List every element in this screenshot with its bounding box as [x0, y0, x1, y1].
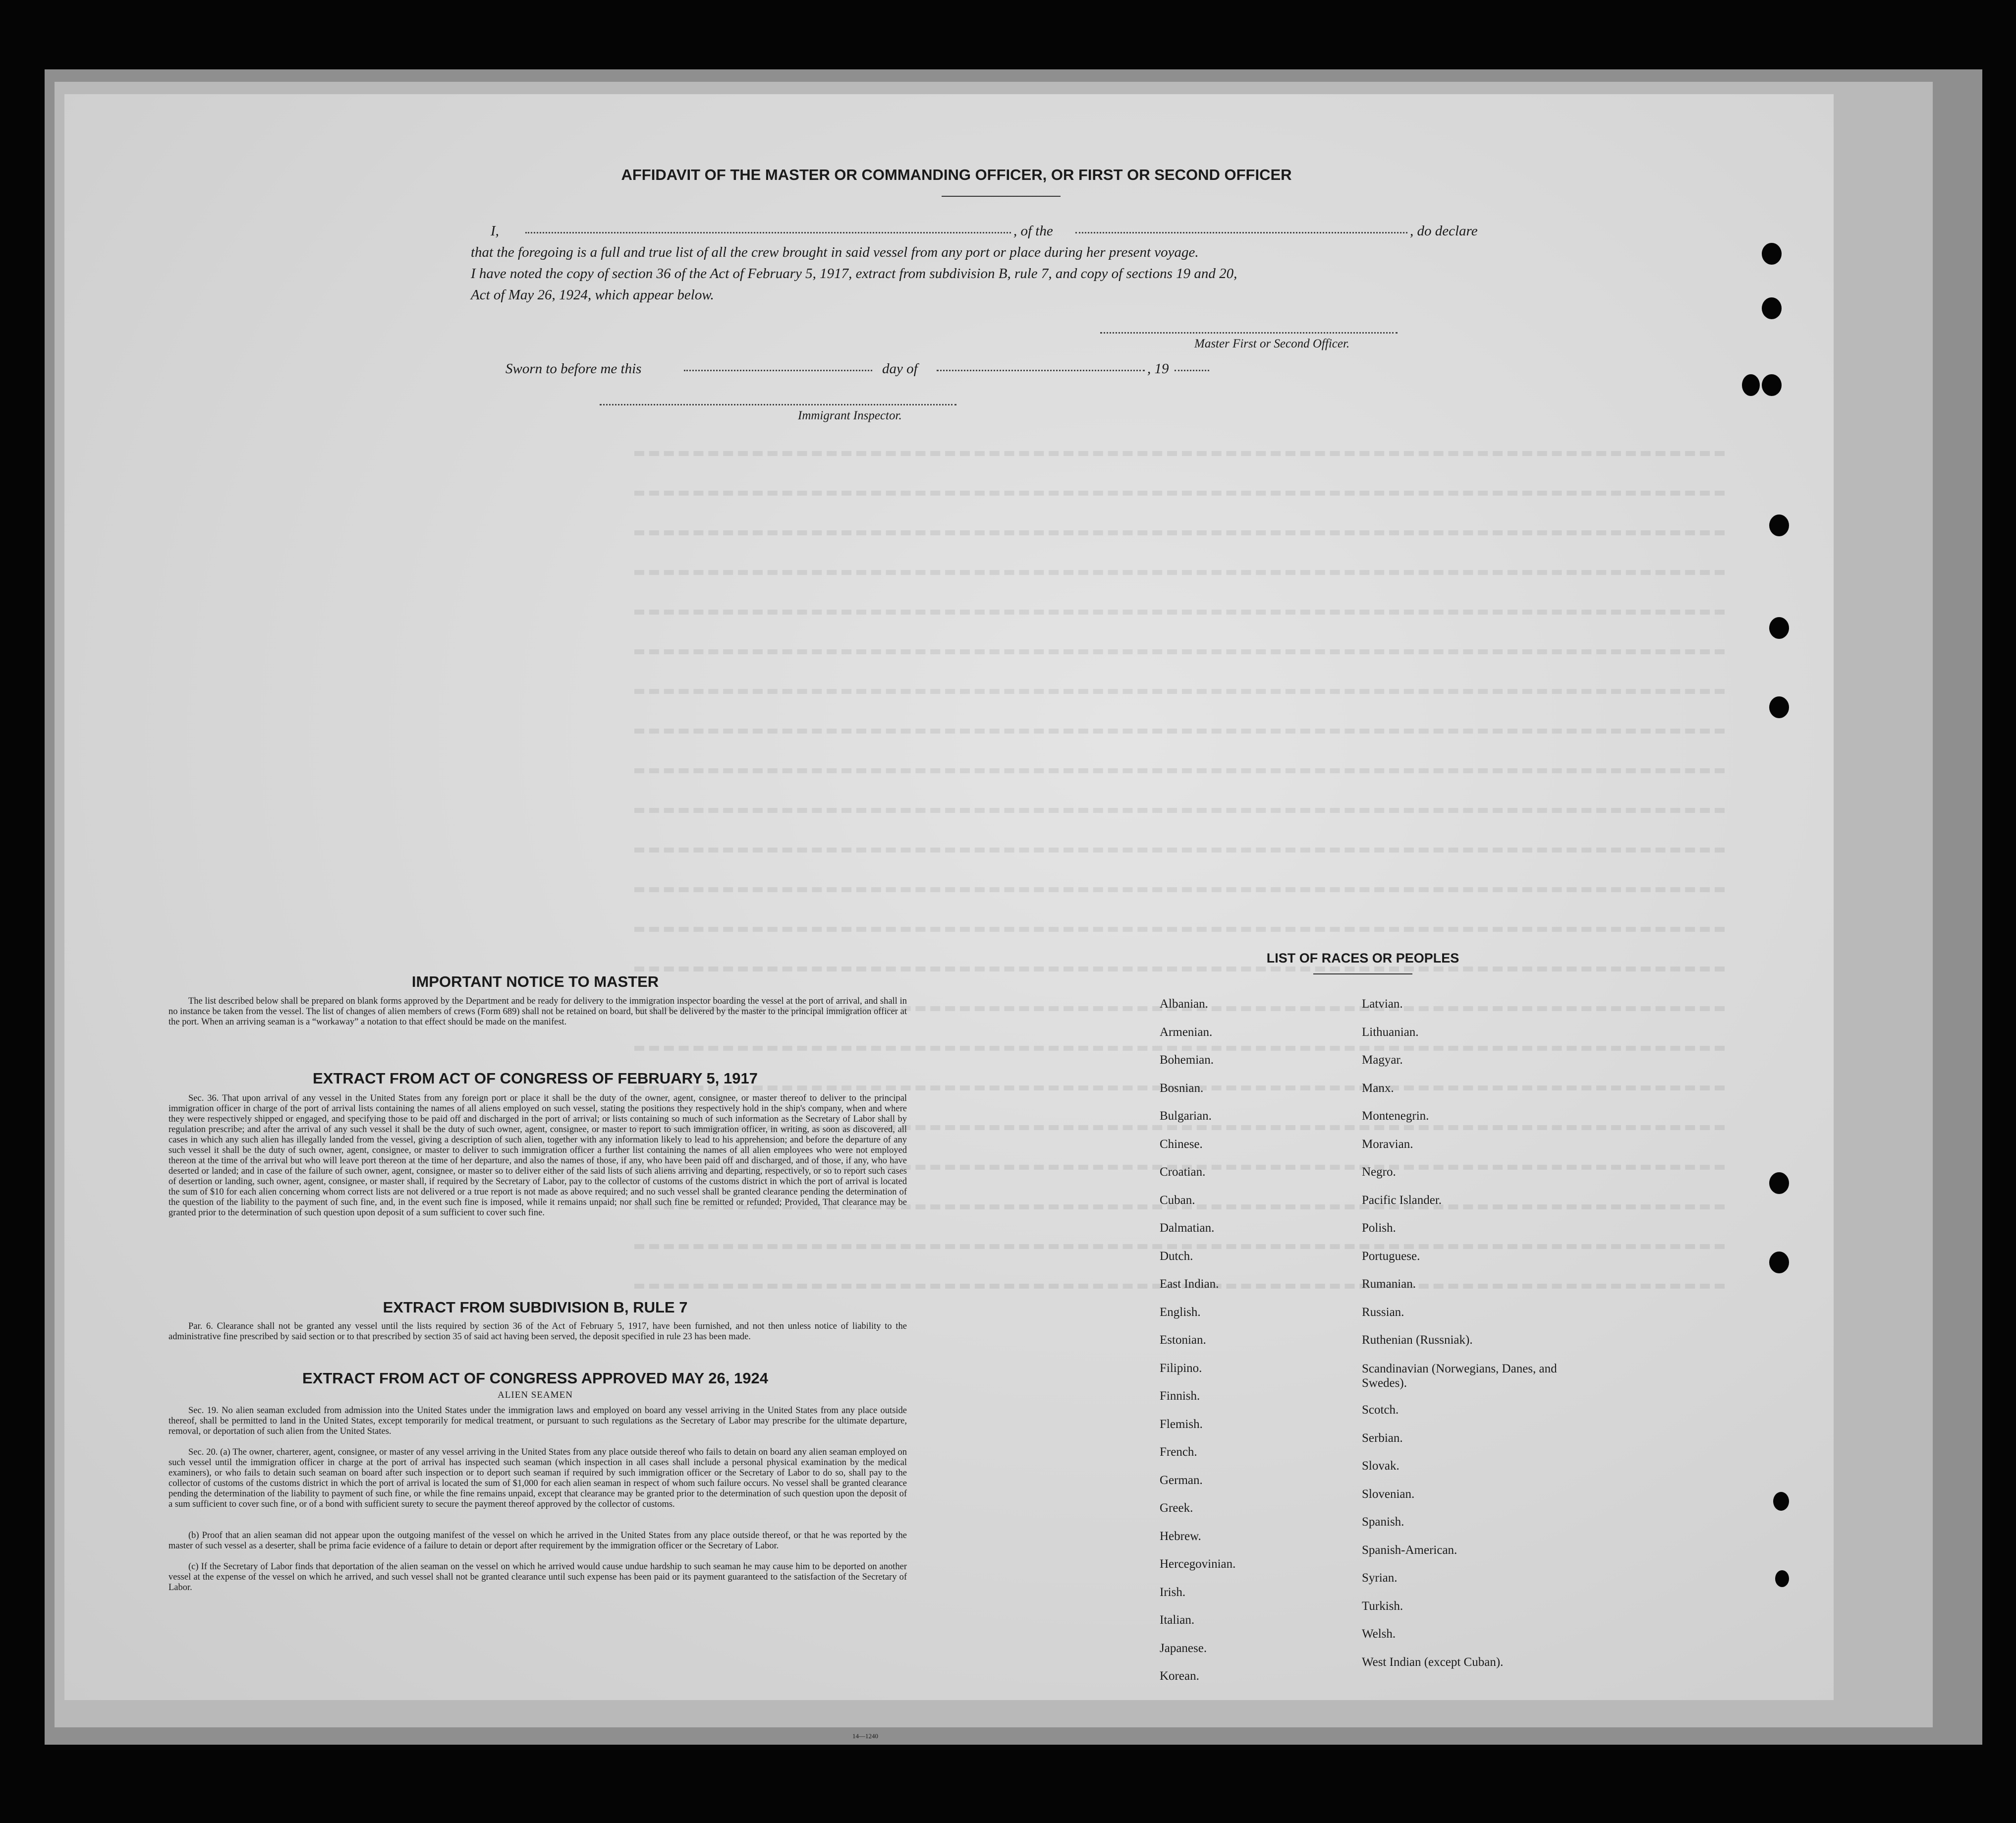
affidavit-line-4: Act of May 26, 1924, which appear below. — [471, 287, 714, 303]
extract-1924-title: EXTRACT FROM ACT OF CONGRESS APPROVED MAY 26, 1924 — [302, 1369, 768, 1387]
extract-rule7-text: Par. 6. Clearance shall not be granted any vessel until the lists required by section 36 of the Act of February 5, 1917, have been furnished, and not then unless notice of liability to the administrative fine prescribed by said section or to that prescribed by section 35 of said act having been served, the deposit specified in rule 23 has been made. — [168, 1321, 907, 1342]
race-item: Bosnian. — [1160, 1081, 1204, 1095]
master-name-field[interactable] — [525, 232, 1011, 233]
inspector-label: Immigrant Inspector. — [798, 409, 902, 422]
punch-hole — [1773, 1492, 1789, 1511]
bleed-through-row — [634, 768, 1725, 784]
race-item: Scotch. — [1362, 1403, 1399, 1417]
race-item: Ruthenian (Russniak). — [1362, 1333, 1473, 1347]
race-item: Slovenian. — [1362, 1487, 1415, 1501]
race-item: Estonian. — [1160, 1333, 1206, 1347]
bleed-through-row — [634, 927, 1725, 943]
race-item: Magyar. — [1362, 1053, 1403, 1067]
race-item: Italian. — [1160, 1613, 1195, 1627]
notice-title: IMPORTANT NOTICE TO MASTER — [411, 973, 659, 990]
race-item: Serbian. — [1362, 1431, 1403, 1445]
race-item: Finnish. — [1160, 1389, 1200, 1403]
affidavit-title: AFFIDAVIT OF THE MASTER OR COMMANDING OFFICER, OR FIRST OR SECOND OFFICER — [621, 166, 1292, 183]
race-item: Flemish. — [1160, 1417, 1203, 1431]
bleed-through-row — [634, 848, 1725, 863]
race-item: Negro. — [1362, 1165, 1396, 1179]
race-item: Irish. — [1160, 1585, 1186, 1599]
race-item: Pacific Islander. — [1362, 1193, 1442, 1207]
race-item: Armenian. — [1160, 1025, 1213, 1039]
officer-signature-field[interactable] — [1100, 332, 1398, 334]
race-item: Korean. — [1160, 1669, 1199, 1683]
race-item: Latvian. — [1362, 997, 1403, 1011]
sworn-date-field[interactable] — [684, 370, 872, 371]
punch-hole — [1769, 1172, 1789, 1194]
extract-1917-title: EXTRACT FROM ACT OF CONGRESS OF FEBRUARY 5, 1917 — [313, 1070, 758, 1087]
races-title: LIST OF RACES OR PEOPLES — [1266, 951, 1459, 966]
race-item: Slovak. — [1362, 1459, 1400, 1473]
extract-1924-subtitle: ALIEN SEAMEN — [498, 1390, 573, 1400]
affidavit-of-the: , of the — [1013, 223, 1053, 239]
extract-1917-text: Sec. 36. That upon arrival of any vessel in the United States from any foreign port or place it shall be the duty of the owner, agent, consignee, or master thereof to deliver to the principal immigration officer in charge of the port of arrival lists containing the names of all aliens employed on such vessel, stating the positions they respectively hold in the ship's company, when and where they were respectively shipped or engaged, and specifying those to be paid off and discharged in the port of arrival; or lists containing so much of such information as the Secretary of Labor shall by regulation prescribe; and after the arrival of any such vessel it shall be the duty of such owner, agent, consignee, or master to report to such immigration officer, in writing, as soon as discovered, all cases in which any such alien has illegally landed from the vessel, giving a description of such alien, together with any information likely to lead to his apprehension; and before the departure of any such vessel it shall be the duty of such owner, agent, consignee, or master to deliver to such immigration officer a further list containing the names of all alien employees who were not employed thereon at the time of the arrival but who will leave port thereon at the time of her departure, and also the names of those, if any, who have been paid off and discharged, and of those, if any, who have deserted or landed; and in case of the failure of such owner, agent, consignee, or master so to deliver either of the said lists of such aliens arriving and departing, respectively, or so to report such cases of desertion or landing, such owner, agent, consignee, or master shall, if required by the Secretary of Labor, pay to the collector of customs of the customs district in which the port of arrival is located the sum of $10 for each alien concerning whom correct lists are not delivered or a true report is not made as above required; and no such vessel shall be granted clearance pending the determination of the question of the liability to the payment of such fine, and, in the event such fine is imposed, while it remains unpaid; nor shall such fine be remitted or refunded; Provided, That clearance may be granted prior to the determination of such question upon deposit of a sum sufficient to cover such fine. — [168, 1093, 907, 1218]
punch-hole — [1769, 696, 1789, 718]
affidavit-declare: , do declare — [1410, 223, 1478, 239]
race-item: English. — [1160, 1305, 1201, 1319]
affidavit-line-2: that the foregoing is a full and true list of all the crew brought in said vessel from any port or place during her present voyage. — [471, 244, 1199, 260]
race-item: Albanian. — [1160, 997, 1208, 1011]
punch-hole — [1762, 243, 1782, 265]
race-item: Montenegrin. — [1362, 1109, 1429, 1123]
vessel-name-field[interactable] — [1075, 232, 1407, 233]
inspector-signature-field[interactable] — [600, 404, 956, 405]
race-item: Portuguese. — [1362, 1249, 1420, 1263]
race-item: Spanish. — [1362, 1515, 1404, 1529]
race-item: Bulgarian. — [1160, 1109, 1212, 1123]
bleed-through-row — [634, 689, 1725, 705]
race-item: German. — [1160, 1473, 1203, 1487]
race-item: Spanish-American. — [1362, 1543, 1457, 1557]
bleed-through-row — [634, 808, 1725, 824]
race-item: Chinese. — [1160, 1137, 1203, 1151]
race-item: Bohemian. — [1160, 1053, 1214, 1067]
race-item: Rumanian. — [1362, 1277, 1416, 1291]
sworn-day-of: day of — [882, 361, 918, 377]
race-item: Cuban. — [1160, 1193, 1195, 1207]
races-rule — [1313, 973, 1412, 974]
title-rule — [942, 196, 1061, 197]
race-item: Welsh. — [1362, 1627, 1396, 1641]
race-item: Russian. — [1362, 1305, 1404, 1319]
race-item: Greek. — [1160, 1501, 1193, 1515]
bleed-through-row — [634, 610, 1725, 626]
race-item: East Indian. — [1160, 1277, 1219, 1291]
form-number: 14—1240 — [852, 1732, 878, 1740]
race-item: Manx. — [1362, 1081, 1394, 1095]
sworn-prefix: Sworn to before me this — [505, 361, 642, 377]
bleed-through-row — [634, 887, 1725, 903]
race-item: Moravian. — [1362, 1137, 1413, 1151]
race-item: French. — [1160, 1445, 1197, 1459]
race-item: Hercegovinian. — [1160, 1557, 1236, 1571]
race-item: Filipino. — [1160, 1361, 1202, 1375]
affidavit-line-3: I have noted the copy of section 36 of the Act of February 5, 1917, extract from subdivision B, rule 7, and copy of sections 19 and 20, — [471, 266, 1237, 282]
sworn-year-field[interactable] — [1175, 370, 1209, 371]
bleed-through-row — [634, 729, 1725, 744]
race-item: Japanese. — [1160, 1641, 1207, 1655]
bleed-through-row — [634, 570, 1725, 586]
extract-1924-sec20b: (b) Proof that an alien seaman did not appear upon the outgoing manifest of the vessel on which he arrived in the United States from any place outside thereof, or that he was reported by the master of such vessel as a deserter, shall be prima facie evidence of a failure to detain or deport after requirement by the immigration officer or the Secretary of Labor. — [168, 1531, 907, 1551]
document-page — [64, 94, 1834, 1740]
bleed-through-row — [634, 530, 1725, 546]
punch-hole — [1762, 297, 1782, 319]
race-item: Croatian. — [1160, 1165, 1206, 1179]
race-item: Dalmatian. — [1160, 1221, 1215, 1235]
race-item: West Indian (except Cuban). — [1362, 1655, 1504, 1669]
race-item: Lithuanian. — [1362, 1025, 1419, 1039]
notice-text: The list described below shall be prepared on blank forms approved by the Department and be ready for delivery to the immigration inspector boarding the vessel at the port of arrival, and shall in no instance be taken from the vessel. The list of changes of alien members of crews (Form 689) shall not be retained on board, but shall be delivered by the master to the principal immigration officer at the port. When an arriving seaman is a “workaway” a notation to that effect should be made on the manifest. — [168, 996, 907, 1027]
punch-hole — [1742, 374, 1760, 396]
sworn-month-field[interactable] — [937, 370, 1145, 371]
affidavit-i: I, — [491, 223, 499, 239]
extract-1924-sec20a: Sec. 20. (a) The owner, charterer, agent, consignee, or master of any vessel arriving in the United States from any place outside thereof who fails to detain on board any alien seaman employed on such vessel until the immigration officer in charge at the port of arrival has inspected such seaman (which inspection in all cases shall include a personal physical examination by the medical examiners), or who fails to detain such seaman on board after such inspection or to deport such seaman if required by such immigration officer or the Secretary of Labor to do so, shall pay to the collector of customs of the customs district in which the port of arrival is located the sum of $1,000 for each alien seaman in respect of whom such failure occurs. No vessel shall be granted clearance pending the determination of the liability to payment of such fine, or while the fine remains unpaid, except that clearance may be granted prior to the determination of such question upon the deposit of a sum sufficient to cover such fine, or of a bond with sufficient surety to secure the payment thereof approved by the collector of customs. — [168, 1447, 907, 1509]
bleed-through-row — [634, 451, 1725, 467]
extract-rule7-title: EXTRACT FROM SUBDIVISION B, RULE 7 — [383, 1299, 688, 1316]
bleed-through-row — [634, 967, 1725, 982]
race-item: Syrian. — [1362, 1571, 1398, 1585]
race-item: Turkish. — [1362, 1599, 1403, 1613]
extract-1924-sec20c: (c) If the Secretary of Labor finds that deportation of the alien seaman on the vessel on which he arrived would cause undue hardship to such seaman he may cause him to be deported on another vessel at the expense of the vessel on which he arrived, and such vessel shall not be granted clearance until such expense has been paid or its payment guaranteed to the satisfaction of the Secretary of Labor. — [168, 1562, 907, 1593]
punch-hole — [1762, 374, 1782, 396]
extract-1924-sec19: Sec. 19. No alien seaman excluded from admission into the United States under the immigration laws and employed on board any vessel arriving in the United States from any place outside thereof, shall be permitted to land in the United States, except temporarily for medical treatment, or pursuant to such regulations as the Secretary of Labor may prescribe for the ultimate departure, removal, or deportation of such alien from the United States. — [168, 1406, 907, 1436]
race-item: Polish. — [1362, 1221, 1396, 1235]
bleed-through-row — [634, 491, 1725, 507]
punch-hole — [1769, 514, 1789, 536]
punch-hole — [1769, 617, 1789, 639]
sworn-year: , 19 — [1147, 361, 1169, 377]
punch-hole — [1769, 1252, 1789, 1273]
race-item: Scandinavian (Norwegians, Danes, and Swedes). — [1362, 1362, 1557, 1390]
punch-hole — [1775, 1570, 1789, 1587]
bleed-through-row — [634, 649, 1725, 665]
race-item: Dutch. — [1160, 1249, 1193, 1263]
race-item: Hebrew. — [1160, 1529, 1201, 1543]
affidavit-line-1 — [491, 223, 499, 239]
signature-label: Master First or Second Officer. — [1194, 337, 1350, 350]
